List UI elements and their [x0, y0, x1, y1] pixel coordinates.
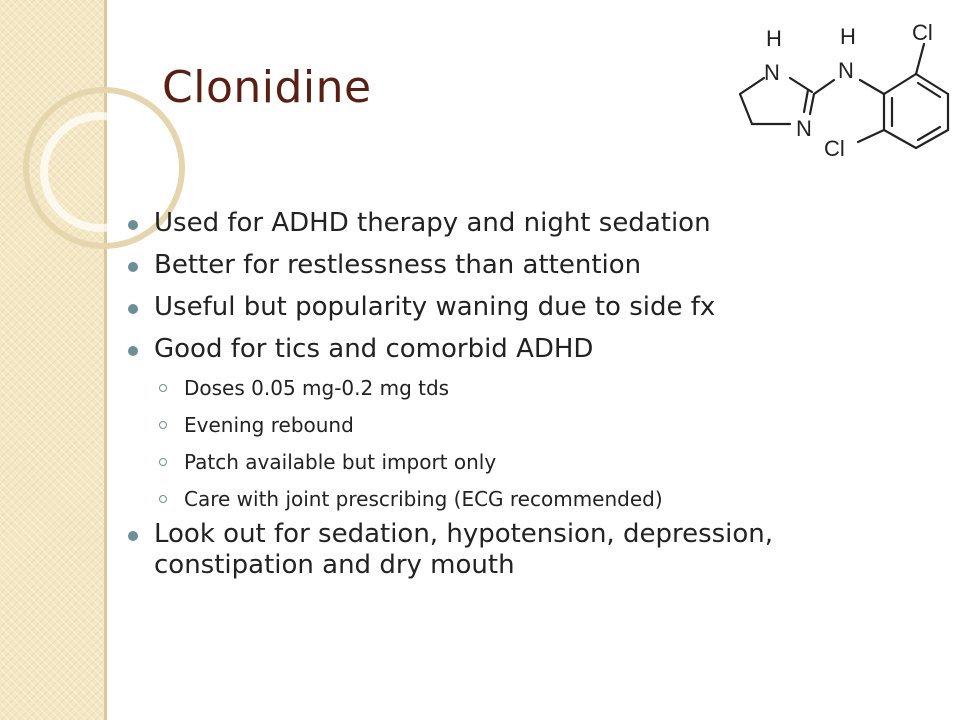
atom-n: N — [796, 116, 812, 141]
sub-bullet-text: Care with joint prescribing (ECG recommended) — [184, 487, 663, 511]
sub-bullet-ring-icon — [159, 384, 167, 392]
bullet-item — [128, 292, 928, 323]
bond — [740, 94, 752, 124]
atom-cl: Cl — [824, 136, 845, 161]
bond — [810, 94, 814, 114]
sub-bullet-ring-icon — [159, 421, 167, 429]
bond-cl — [916, 44, 924, 74]
atom-n: N — [838, 58, 854, 83]
bond — [740, 78, 764, 94]
bullet-dot-icon — [128, 304, 138, 314]
sub-bullet-item — [154, 486, 928, 512]
bullet-item — [128, 250, 928, 281]
slide-body — [128, 208, 928, 592]
sub-bullet-item — [154, 375, 928, 401]
bullet-dot-icon — [128, 220, 138, 230]
bond — [814, 80, 834, 94]
bullet-text: Good for tics and comorbid ADHD — [154, 334, 594, 364]
bond — [860, 80, 884, 94]
bullet-dot-icon — [128, 531, 138, 541]
sub-bullet-ring-icon — [159, 458, 167, 466]
clonidine-structure-diagram — [728, 14, 954, 166]
bond-inner — [918, 127, 940, 140]
sub-bullet-text: Patch available but import only — [184, 450, 497, 474]
atom-n: N — [764, 60, 780, 85]
bullet-item — [128, 208, 928, 239]
bullet-item — [128, 334, 928, 512]
bullet-text: Look out for sedation, hypotension, depression, constipation and dry mouth — [154, 519, 774, 580]
bullet-text: Useful but popularity waning due to side fx — [154, 292, 716, 322]
bond-double — [804, 90, 808, 112]
bullet-item — [128, 519, 928, 581]
bond-cl — [858, 130, 884, 142]
bullet-list — [128, 208, 928, 581]
bullet-text: Used for ADHD therapy and night sedation — [154, 208, 711, 238]
atom-cl: Cl — [912, 20, 933, 45]
sub-bullet-ring-icon — [159, 495, 167, 503]
bond — [884, 74, 916, 94]
bullet-dot-icon — [128, 346, 138, 356]
atom-h: H — [840, 24, 856, 49]
bullet-dot-icon — [128, 262, 138, 272]
sub-bullet-item — [154, 412, 928, 438]
bullet-text: Better for restlessness than attention — [154, 250, 642, 280]
slide-title: Clonidine — [162, 62, 372, 113]
sub-bullet-list — [154, 375, 928, 512]
sub-bullet-text: Doses 0.05 mg-0.2 mg tds — [184, 376, 450, 400]
sub-bullet-text: Evening rebound — [184, 413, 354, 437]
atom-h: H — [766, 26, 782, 51]
bond — [884, 130, 916, 148]
sub-bullet-item — [154, 449, 928, 475]
bond-inner — [918, 83, 940, 97]
